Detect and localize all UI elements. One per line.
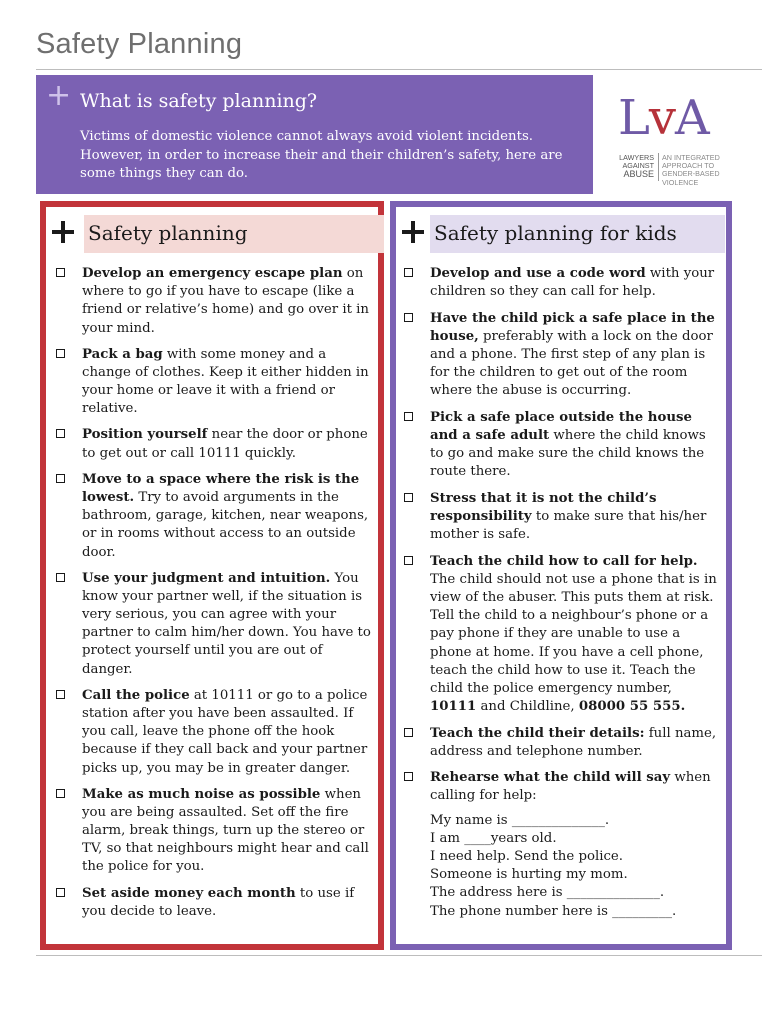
checkbox-icon	[56, 474, 65, 483]
script-line: The address here is ______________.	[430, 885, 665, 901]
item-bold: Have the child pick a safe place in the house,	[430, 310, 715, 344]
safety-checklist	[56, 265, 376, 929]
panel-heading: Safety planning for kids	[434, 221, 677, 245]
script-line: The phone number here is _________.	[430, 903, 677, 919]
item-text: You know your partner well, if the situation is very serious, you can agree with your partner to calm him/her down. You have to protect yourself until you are out of danger.	[82, 570, 371, 677]
intro-heading: What is safety planning?	[80, 90, 318, 112]
item-bold: Rehearse what the child will say	[430, 770, 671, 786]
checklist-item	[56, 786, 376, 877]
title-divider	[36, 69, 762, 70]
safety-planning-panel	[40, 201, 384, 950]
item-text: with your children so they can call for help.	[430, 266, 715, 300]
item-text: when calling for help:	[430, 770, 711, 804]
item-bold: Pack a bag	[82, 346, 163, 362]
kids-checklist	[404, 265, 722, 929]
checklist-item	[56, 265, 376, 338]
logo-tagline	[662, 154, 742, 187]
item-text: to use if you decide to leave.	[82, 885, 355, 919]
item-bold: Stress that it is not the child’s responsibility	[430, 490, 657, 524]
checkbox-icon	[404, 313, 413, 322]
logo-name-line: LAWYERS	[619, 153, 654, 162]
checkbox-icon	[404, 728, 413, 737]
checkbox-icon	[404, 493, 413, 502]
checklist-item	[56, 426, 376, 462]
logo-tagline-line: AN INTEGRATED	[662, 153, 720, 162]
logo-name	[614, 154, 654, 179]
bottom-divider	[36, 955, 762, 956]
item-bold: Make as much noise as possible	[82, 786, 321, 802]
item-bold: Develop an emergency escape plan	[82, 266, 343, 281]
script-line: I need help. Send the police.	[430, 849, 624, 865]
logo-name-line: ABUSE	[623, 169, 654, 180]
plus-icon: +	[46, 78, 72, 113]
intro-text: Victims of domestic violence cannot always avoid violent incidents. However, in order to increase their and their children’s safety, here are some things they can do.	[80, 129, 563, 181]
checklist-item	[404, 409, 722, 482]
checkbox-icon	[404, 412, 413, 421]
script-line: I am ____years old.	[430, 830, 557, 846]
logo-name-line: AGAINST	[622, 161, 654, 171]
item-bold: Teach the child how to call for help.	[430, 553, 698, 569]
checkbox-icon	[56, 349, 65, 358]
item-bold: Use your judgment and intuition.	[82, 570, 331, 586]
item-text: preferably with a lock on the door and a phone. The first step of any plan is for the children to get out of the room where the abuse is occurring.	[430, 328, 713, 399]
checkbox-icon	[56, 268, 65, 277]
logo-tagline-line: APPROACH TO	[662, 161, 715, 171]
logo-divider	[658, 153, 659, 181]
checkbox-icon	[56, 690, 65, 699]
logo-tagline-line: VIOLENCE	[662, 177, 699, 187]
plus-icon	[52, 221, 74, 243]
checkbox-icon	[56, 429, 65, 438]
item-text: where the child knows to go and make sure the child knows the route there.	[430, 428, 706, 480]
item-bold: Position yourself	[82, 427, 208, 443]
checklist-item	[56, 687, 376, 778]
item-bold: Move to a space where the risk is the lowest.	[82, 471, 360, 505]
item-text: The child should not use a phone that is in view of the abuser. This puts them at risk. Tell the child to a neighbour’s phone or a pay phone if they are unable to use a phone at home. If you have a cell phone, teach the child how to use it. Teach the child the police emergency number,	[430, 571, 717, 697]
checkbox-icon	[56, 888, 65, 897]
item-text: at 10111 or go to a police station after you have been assaulted. If you call, leave the phone off the hook because if they call back and your partner picks up, you may be in greater danger.	[82, 687, 368, 776]
panel-header	[84, 215, 384, 253]
checklist-item	[56, 570, 376, 679]
checklist-item	[404, 310, 722, 401]
logo-letter-v: v	[648, 90, 675, 146]
childline-number: 08000 55 555.	[578, 699, 686, 715]
item-bold: Set aside money each month	[82, 885, 296, 901]
checkbox-icon	[56, 789, 65, 798]
item-bold: Teach the child their details:	[430, 725, 645, 741]
item-text: on where to go if you have to escape (like a friend or relative’s home) and go over it in your mind.	[82, 266, 369, 336]
checklist-item	[404, 265, 722, 301]
checklist-item	[404, 725, 722, 761]
logo-tagline-line: GENDER-BASED	[662, 169, 720, 179]
item-bold: Pick a safe place outside the house and a safe adult	[430, 409, 692, 443]
item-text: full name, address and telephone number.	[430, 725, 717, 759]
script-line: Someone is hurting my mom.	[430, 867, 628, 883]
item-text: when you are being assaulted. Set off the fire alarm, break things, turn up the stereo or TV, so that neighbours might hear and call the police for you.	[82, 786, 369, 875]
item-text: Try to avoid arguments in the bathroom, garage, kitchen, near weapons, or in rooms without access to an outside door.	[82, 489, 369, 560]
lawyers-against-abuse-logo	[612, 90, 762, 187]
checklist-item	[404, 769, 722, 921]
panel-heading: Safety planning	[88, 221, 248, 245]
checklist-item	[404, 490, 722, 545]
emergency-number: 10111	[430, 699, 477, 715]
logo-letter-a: A	[675, 90, 709, 146]
logo-letter-l: L	[618, 90, 649, 146]
checklist-item	[56, 346, 376, 419]
safety-planning-kids-panel	[390, 201, 732, 950]
checkbox-icon	[404, 772, 413, 781]
item-bold: Call the police	[82, 687, 190, 703]
page-title: Safety Planning	[36, 28, 243, 60]
checklist-item	[404, 553, 722, 717]
script-line: My name is ______________.	[430, 812, 610, 828]
checklist-item	[56, 471, 376, 562]
plus-icon	[402, 221, 424, 243]
checklist-item	[56, 885, 376, 921]
item-bold: Develop and use a code word	[430, 266, 646, 281]
checkbox-icon	[56, 573, 65, 582]
item-text: and Childline,	[476, 699, 579, 715]
intro-box	[36, 75, 593, 194]
item-text: near the door or phone to get out or call 10111 quickly.	[82, 427, 368, 461]
call-script	[430, 812, 722, 921]
item-text: to make sure that his/her mother is safe.	[430, 509, 707, 543]
panel-header	[430, 215, 725, 253]
logo-mark	[618, 90, 709, 146]
checkbox-icon	[404, 268, 413, 277]
item-text: with some money and a change of clothes. Keep it either hidden in your home or leave it with a friend or relative.	[82, 346, 369, 417]
checkbox-icon	[404, 556, 413, 565]
